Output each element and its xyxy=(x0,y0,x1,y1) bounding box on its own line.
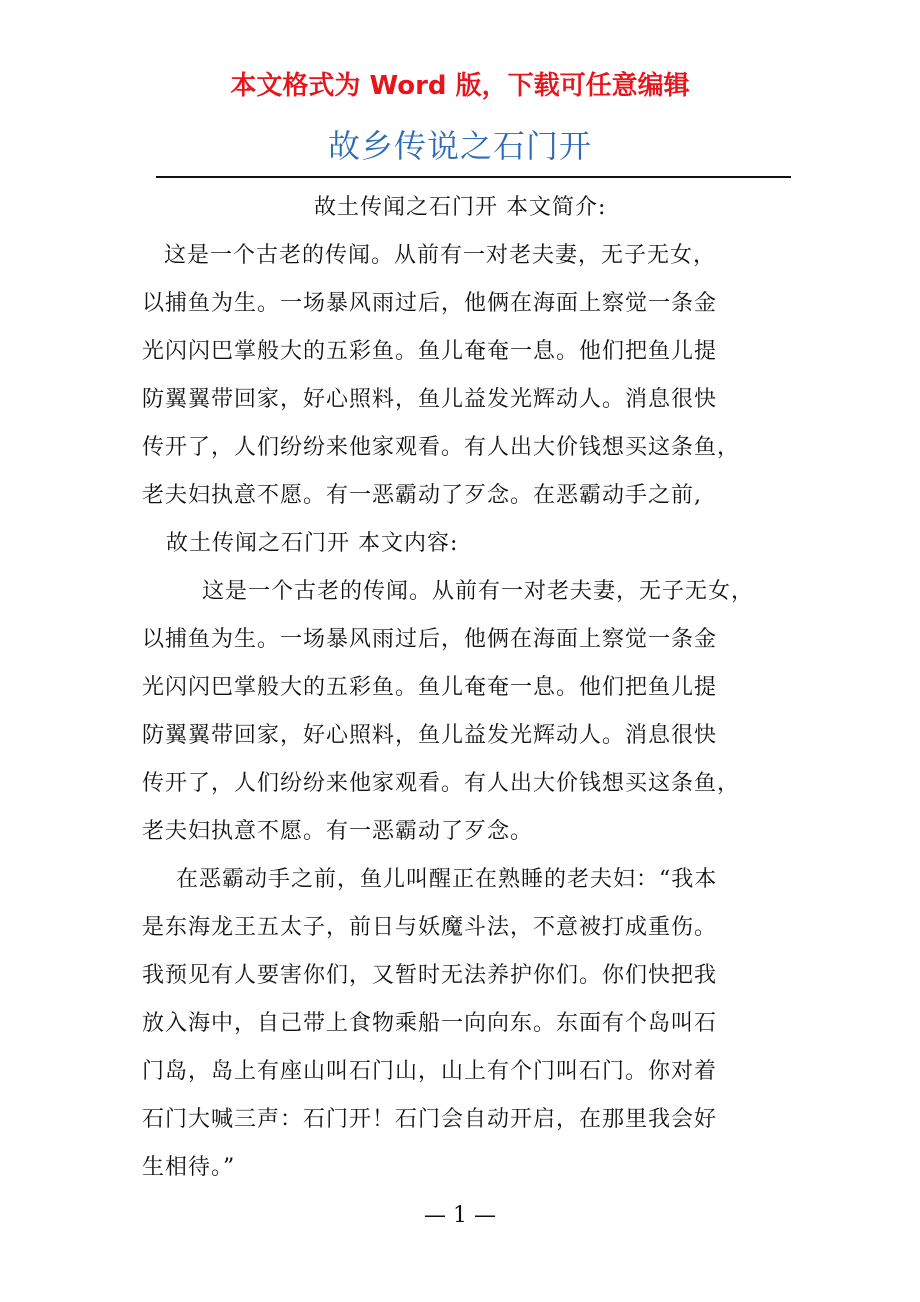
summary-line: 以捕鱼为生。一场暴风雨过后，他俩在海面上察觉一条金 xyxy=(142,291,718,316)
summary-line: 光闪闪巴掌般大的五彩鱼。鱼儿奄奄一息。他们把鱼儿提 xyxy=(142,339,718,364)
summary-line: 防翼翼带回家，好心照料，鱼儿益发光辉动人。消息很快 xyxy=(142,387,718,412)
content-line: 这是一个古老的传闻。从前有一对老夫妻，无子无女， xyxy=(202,579,755,604)
content-line: 传开了，人们纷纷来他家观看。有人出大价钱想买这条鱼， xyxy=(142,771,741,796)
summary-heading: 故土传闻之石门开 本文简介: xyxy=(314,195,607,220)
summary-line: 老夫妇执意不愿。有一恶霸动了歹念。在恶霸动手之前, xyxy=(142,483,702,508)
summary-line: 传开了，人们纷纷来他家观看。有人出大价钱想买这条鱼， xyxy=(142,435,741,460)
content-line: 以捕鱼为生。一场暴风雨过后，他俩在海面上察觉一条金 xyxy=(142,627,718,652)
title-divider xyxy=(156,176,791,178)
content-line: 防翼翼带回家，好心照料，鱼儿益发光辉动人。消息很快 xyxy=(142,723,718,748)
content-line: 生相待。” xyxy=(142,1155,236,1180)
content-line: 我预见有人要害你们，又暂时无法养护你们。你们快把我 xyxy=(142,963,718,988)
content-line: 放入海中，自己带上食物乘船一向向东。东面有个岛叫石 xyxy=(142,1011,718,1036)
summary-line: 这是一个古老的传闻。从前有一对老夫妻，无子无女， xyxy=(164,243,717,268)
document-body xyxy=(142,184,792,1192)
content-line: 老夫妇执意不愿。有一恶霸动了歹念。 xyxy=(142,819,534,844)
content-line: 门岛，岛上有座山叫石门山，山上有个门叫石门。你对着 xyxy=(142,1059,718,1084)
content-line: 在恶霸动手之前，鱼儿叫醒正在熟睡的老夫妇：“我本 xyxy=(176,867,718,892)
document-title: 故乡传说之石门开 xyxy=(327,127,592,165)
content-heading: 故土传闻之石门开 本文内容: xyxy=(166,531,459,556)
content-line: 是东海龙王五太子，前日与妖魔斗法，不意被打成重伤。 xyxy=(142,915,718,940)
content-line: 石门大喊三声：石门开！石门会自动开启，在那里我会好 xyxy=(142,1107,718,1132)
format-notice: 本文格式为 Word 版，下载可任意编辑 xyxy=(230,71,690,101)
page-number: — 1 — xyxy=(424,1203,496,1228)
content-line: 光闪闪巴掌般大的五彩鱼。鱼儿奄奄一息。他们把鱼儿提 xyxy=(142,675,718,700)
